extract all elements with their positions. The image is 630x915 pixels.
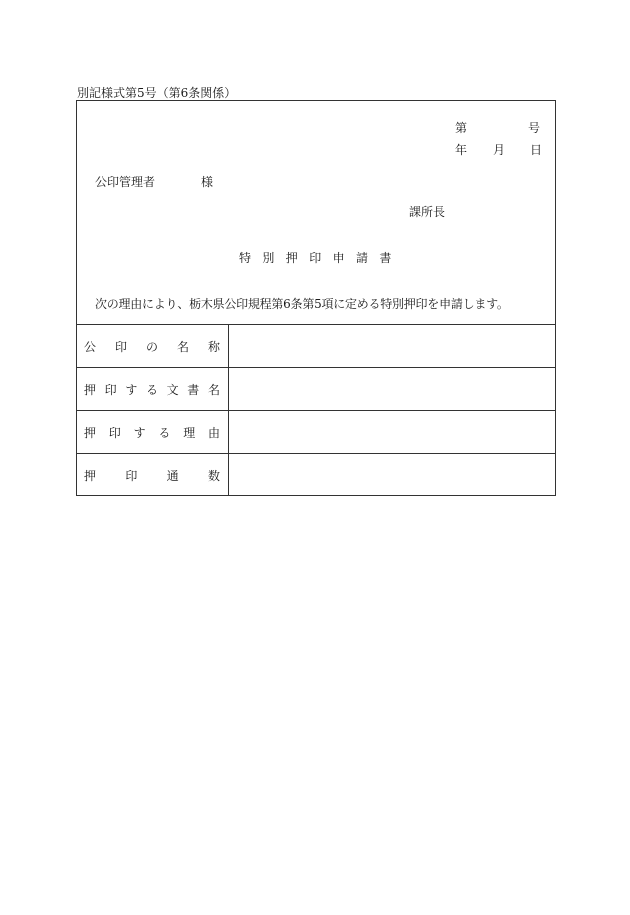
form-caption: 別記様式第5号（第6条関係） <box>77 86 237 100</box>
request-statement: 次の理由により、栃木県公印規程第6条第5項に定める特別押印を申請します。 <box>95 297 509 311</box>
field-label <box>77 381 228 398</box>
field-value-copies[interactable] <box>229 454 556 497</box>
field-label-char: 印 <box>108 425 121 440</box>
field-label <box>77 338 228 355</box>
date-year: 年 <box>455 143 468 157</box>
field-row-seal-name <box>77 325 555 368</box>
field-label <box>77 467 228 484</box>
addressee: 公印管理者 <box>95 175 156 189</box>
field-label-char: 文 <box>166 382 179 397</box>
document-number-prefix: 第 <box>455 121 468 135</box>
field-label-char: 名 <box>176 339 189 354</box>
field-label-char: 押 <box>84 425 97 440</box>
date-month: 月 <box>493 143 506 157</box>
field-value-reason[interactable] <box>229 411 556 454</box>
field-label-char: る <box>145 382 158 397</box>
field-label-char: る <box>158 425 171 440</box>
field-label-cell <box>77 411 229 454</box>
fields-table <box>77 324 555 496</box>
field-value-seal-name[interactable] <box>229 325 556 368</box>
field-label-char: 理 <box>183 425 196 440</box>
field-label-char: 書 <box>187 382 200 397</box>
field-label-char: 押 <box>84 468 97 483</box>
field-label-cell <box>77 368 229 411</box>
field-label-char: 印 <box>114 339 127 354</box>
field-value-document-name[interactable] <box>229 368 556 411</box>
honorific: 様 <box>201 175 214 189</box>
field-label-char: す <box>133 425 146 440</box>
field-label-cell <box>77 454 229 497</box>
field-label <box>77 424 228 441</box>
field-row-reason <box>77 411 555 454</box>
field-label-char: 印 <box>125 468 138 483</box>
field-label-char: 称 <box>207 339 220 354</box>
form-header <box>77 101 555 324</box>
field-label-char: 数 <box>207 468 220 483</box>
field-label-char: 通 <box>166 468 179 483</box>
field-label-char: 公 <box>84 339 97 354</box>
sender: 課所長 <box>409 205 446 219</box>
date-day: 日 <box>530 143 543 157</box>
field-row-document-name <box>77 368 555 411</box>
field-label-char: の <box>145 339 158 354</box>
field-label-cell <box>77 325 229 368</box>
field-label-char: す <box>125 382 138 397</box>
form-title: 特別押印申請書 <box>239 251 403 265</box>
field-label-char: 名 <box>207 382 220 397</box>
field-row-copies <box>77 454 555 497</box>
application-form <box>76 100 556 496</box>
field-label-char: 由 <box>207 425 220 440</box>
field-label-char: 押 <box>84 382 97 397</box>
document-number-suffix: 号 <box>528 121 541 135</box>
field-label-char: 印 <box>104 382 117 397</box>
